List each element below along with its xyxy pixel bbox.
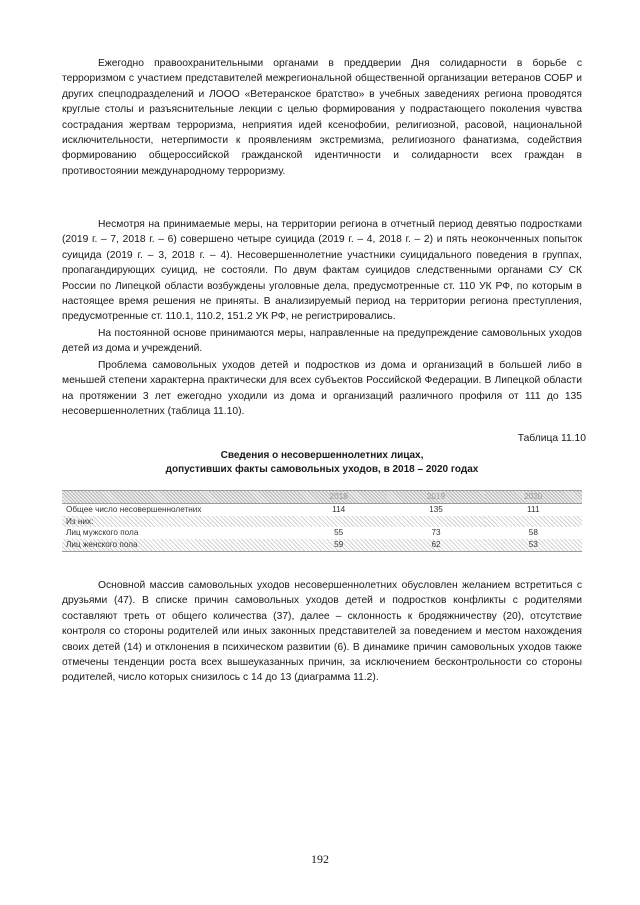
- paragraph-runaway-causes: Основной массив самовольных уходов несовершеннолетних обусловлен желанием встретиться с друзьями (47). В списке причин самовольных уходов детей и подростков конфликты с родителями составляют треть от общего количества (37), далее – склонность к бродяжничеству (20), отсутствие контроля со стороны родителей или иных законных представителей за поведением и местом нахождения своих детей (14) и отклонения в психическом развитии (6). В динамике причин самовольных уходов также отмечены тенденции роста всех вышеуказанных причин, за исключением бесконтрольности со стороны родителей, число которых снизилось с 14 до 13 (диаграмма 11.2).: [62, 580, 582, 684]
- table-header-cell: 2020: [485, 491, 582, 504]
- page-number: 192: [311, 852, 329, 866]
- table-row-label: Лиц женского пола: [62, 539, 290, 551]
- table-cell: 111: [527, 504, 540, 514]
- table-cell: [485, 516, 582, 528]
- paragraph-prevention: На постоянной основе принимаются меры, направленные на предупреждение самовольных уходов детей из дома и учреждений.: [62, 328, 582, 355]
- table-cell: [290, 516, 387, 528]
- table-header-cell: 2018: [290, 491, 387, 504]
- table-row: [62, 527, 582, 539]
- paragraph-suicides: Несмотря на принимаемые меры, на территории региона в отчетный период девятью подростками (2019 г. – 7, 2018 г. – 6) совершено четыре суицида (2019 г. – 4, 2018 г. – 2) и пять неоконченных попыток суицида (2019 г. – 3, 2018 г. – 4). Несовершеннолетние участники суицидального поведения в группах, пропагандирующих суицид, не состояли. По двум фактам суицидов следственными органами СУ СК России по Липецкой области возбуждены уголовные дела, предусмотренные ст. 110 УК РФ, по которым в настоящее время решения не приняты. В анализируемый период на территории региона преступления, предусмотренные ст. 110.1, 110.2, 151.2 УК РФ, не регистрировались.: [62, 219, 582, 323]
- table-row: [62, 503, 582, 515]
- paragraph-solidarity-day: Ежегодно правоохранительными органами в преддверии Дня солидарности в борьбе с терроризмом с участием представителей межрегиональной общественной организации ветеранов СОБР и других спецподразделений и ЛООО «Ветеранское братство» в учебных заведениях региона проводятся круглые столы и разъяснительные лекции с целью формирования у подрастающего поколения чувства сострадания жертвам терроризма, неприятия идей ксенофобии, религиозной, расовой, национальной исключительности, нетерпимости к проявлениям экстремизма, религиозного фанатизма, содействия формированию общероссийской гражданской идентичности и солидарности всех граждан в противостоянии международному терроризму.: [62, 58, 582, 177]
- table-row-label: Общее число несовершеннолетних: [66, 504, 202, 514]
- paragraph-runaways-problem: Проблема самовольных уходов детей и подростков из дома и организаций в большей либо в меньшей степени характерна практически для всех субъектов Российской Федерации. В Липецкой области на протяжении 3 лет ежегодно уходили из дома и организаций различного профиля от 111 до 135 несовершеннолетних (таблица 11.10).: [62, 360, 582, 418]
- table-cell: 62: [387, 539, 484, 551]
- table-title: [62, 449, 582, 477]
- table-label: Таблица 11.10: [517, 433, 586, 444]
- table-title-line-1: Сведения о несовершеннолетних лицах,: [220, 450, 424, 461]
- table-cell: 55: [334, 528, 344, 538]
- table-cell: 59: [290, 539, 387, 551]
- table-cell: 135: [429, 504, 443, 514]
- table-cell: 53: [485, 539, 582, 551]
- table-row: [62, 539, 582, 551]
- table-row-label: Из них:: [66, 516, 94, 526]
- table-cell: 73: [431, 528, 441, 538]
- table-cell: 114: [332, 504, 346, 514]
- runaways-table: [62, 490, 582, 552]
- table-row: [62, 516, 582, 528]
- table-row-label: Лиц мужского пола: [66, 528, 139, 538]
- table-title-line-2: допустивших факты самовольных уходов, в 2018 – 2020 годах: [165, 464, 479, 475]
- table-header-row: [62, 491, 582, 504]
- table-cell: 58: [528, 528, 538, 538]
- table-header-cell: 2019: [387, 491, 484, 504]
- table-cell: [387, 516, 484, 528]
- table-header-cell: [62, 491, 290, 504]
